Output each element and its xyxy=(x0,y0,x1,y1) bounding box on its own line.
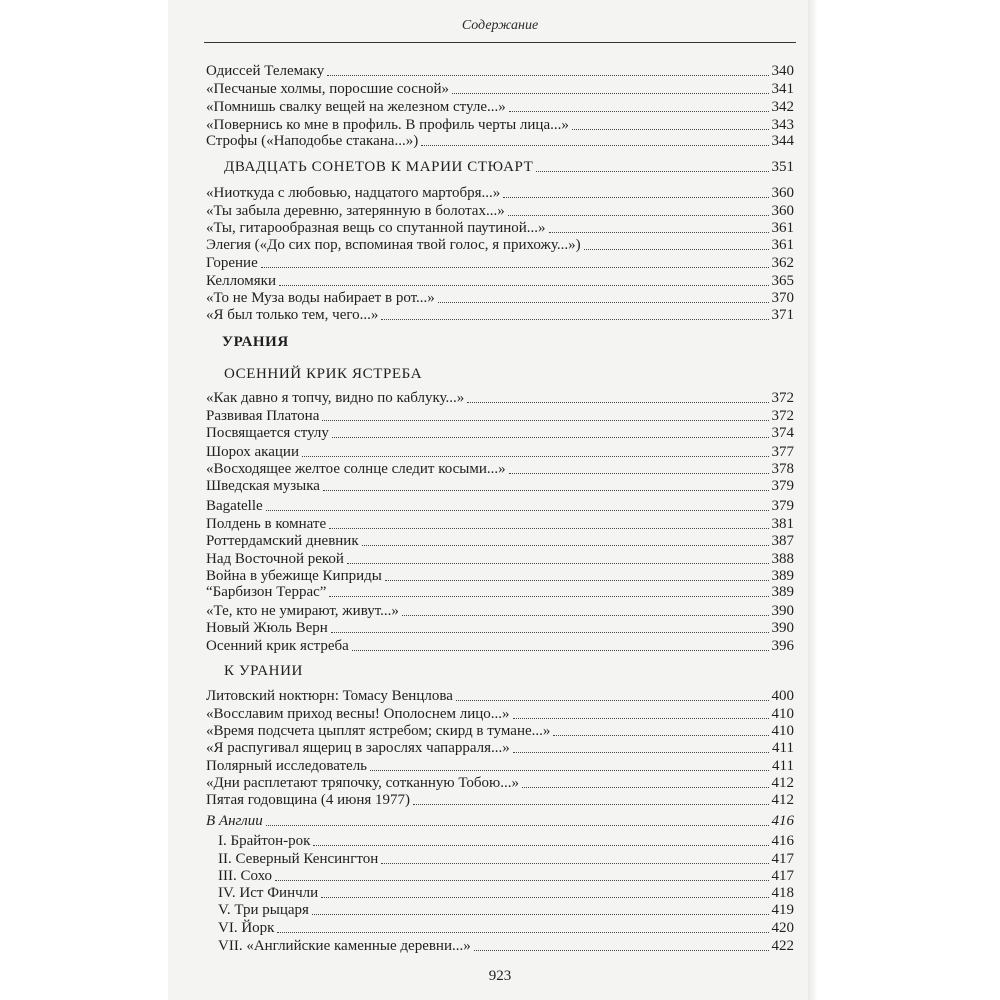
toc-entry-page: 422 xyxy=(771,938,794,954)
dot-leader xyxy=(312,914,769,915)
dot-leader xyxy=(522,787,769,788)
toc-entry xyxy=(218,830,794,850)
toc-entry-title: «Как давно я топчу, видно по каблуку...» xyxy=(206,390,465,406)
toc-entry-page: 416 xyxy=(771,833,794,849)
toc-entry-page: 344 xyxy=(771,133,794,149)
toc-entry xyxy=(206,130,794,150)
toc-entry xyxy=(206,737,794,757)
toc-entry-title: «Те, кто не умирают, живут...» xyxy=(206,603,399,619)
toc-entry xyxy=(218,917,794,937)
dot-leader xyxy=(421,145,768,146)
dot-leader xyxy=(584,249,769,250)
major-heading: УРАНИЯ xyxy=(222,334,289,350)
toc-entry-page: 420 xyxy=(771,920,794,936)
toc-entry-title: Келломяки xyxy=(206,273,276,289)
toc-entry xyxy=(206,789,794,809)
toc-entry-title: «Я был только тем, чего...» xyxy=(206,307,379,323)
toc-entry xyxy=(206,422,794,442)
dot-leader xyxy=(553,735,768,736)
dot-leader xyxy=(323,490,769,491)
toc-entry-title: III. Сохо xyxy=(218,868,273,884)
toc-entry-page: 360 xyxy=(771,203,794,219)
dot-leader xyxy=(266,510,769,511)
toc-entry-page: 379 xyxy=(771,498,794,514)
toc-entry-page: 396 xyxy=(771,638,794,654)
toc-entry-page: 381 xyxy=(771,516,794,532)
toc-entry xyxy=(206,530,794,550)
dot-leader xyxy=(474,950,769,951)
toc-entry-title: Новый Жюль Верн xyxy=(206,620,328,636)
toc-entry xyxy=(206,78,794,98)
toc-entry-title: VII. «Английские каменные деревни...» xyxy=(218,938,471,954)
toc-entry-page: 390 xyxy=(771,603,794,619)
toc-entry-page: 387 xyxy=(771,533,794,549)
toc-entry xyxy=(206,387,794,407)
dot-leader xyxy=(266,825,769,826)
toc-entry-title: «Помнишь свалку вещей на железном стуле...» xyxy=(206,99,506,115)
toc-entry-title: «Ты забыла деревню, затерянную в болотах...» xyxy=(206,203,505,219)
dot-leader xyxy=(402,615,769,616)
running-head: Содержание xyxy=(461,18,539,33)
toc-entry-page: 342 xyxy=(771,99,794,115)
toc-entry-title: «Время подсчета цыплят ястребом; скирд в тумане...» xyxy=(206,723,551,739)
toc-entry-title: Строфы («Наподобье стакана...») xyxy=(206,133,419,149)
dot-leader xyxy=(347,563,769,564)
toc-entry-page: 372 xyxy=(771,390,794,406)
dot-leader xyxy=(467,402,768,403)
toc-entry-title: Развивая Платона xyxy=(206,408,320,424)
toc-entry-title: В Англии xyxy=(206,813,263,829)
toc-entry xyxy=(206,685,794,705)
toc-entry-title: «Повернись ко мне в профиль. В профиль черты лица...» xyxy=(206,117,569,133)
dot-leader xyxy=(513,752,769,753)
dot-leader xyxy=(275,880,768,881)
toc-entry-page: 418 xyxy=(771,885,794,901)
toc-entry-page: 419 xyxy=(771,902,794,918)
toc-section-heading xyxy=(224,363,794,383)
toc-entry-title: V. Три рыцаря xyxy=(218,902,309,918)
toc-entry-title: Шведская музыка xyxy=(206,478,320,494)
toc-entry-title: II. Северный Кенсингтон xyxy=(218,851,379,867)
toc-entry xyxy=(206,475,794,495)
toc-entry-title: «Восславим приход весны! Ополоснем лицо...» xyxy=(206,706,510,722)
toc-entry-page: 370 xyxy=(771,290,794,306)
toc-entry-title: Посвящается стулу xyxy=(206,425,329,441)
toc-entry-title: «Ниоткуда с любовью, надцатого мартобря...» xyxy=(206,185,501,201)
dot-leader xyxy=(322,420,768,421)
toc-entry-page: 341 xyxy=(771,81,794,97)
toc-entry-title: Элегия («До сих пор, вспоминая твой голос, я прихожу...») xyxy=(206,237,581,253)
dot-leader xyxy=(513,718,769,719)
toc-entry-page: 390 xyxy=(771,620,794,636)
toc-entry-page: 360 xyxy=(771,185,794,201)
toc-entry-page: 365 xyxy=(771,273,794,289)
toc-entry-page: 412 xyxy=(771,792,794,808)
toc-entry-page: 379 xyxy=(771,478,794,494)
toc-entry-title: Полярный исследователь xyxy=(206,758,368,774)
toc-entry-page: 343 xyxy=(771,117,794,133)
toc-entry-page: 340 xyxy=(771,63,794,79)
toc-entry-title: VI. Йорк xyxy=(218,920,275,936)
toc-entry-page: 351 xyxy=(771,159,794,175)
toc-entry-page: 378 xyxy=(771,461,794,477)
toc-entry-title: Одиссей Телемаку xyxy=(206,63,325,79)
dot-leader xyxy=(352,650,769,651)
toc-entry-page: 412 xyxy=(771,775,794,791)
toc-entry xyxy=(206,60,794,80)
dot-leader xyxy=(381,863,768,864)
dot-leader xyxy=(438,302,769,303)
toc-entry xyxy=(206,495,794,515)
toc-entry xyxy=(218,899,794,919)
toc-entry-page: 411 xyxy=(772,740,794,756)
toc-entry-title: «То не Муза воды набирает в рот...» xyxy=(206,290,435,306)
toc-entry-title: Война в убежище Киприды xyxy=(206,568,382,584)
toc-entry-title: Литовский ноктюрн: Томасу Венцлова xyxy=(206,688,453,704)
dot-leader xyxy=(549,232,769,233)
toc-entry-title: «Песчаные холмы, поросшие сосной» xyxy=(206,81,450,97)
toc-entry-title: “Барбизон Террас” xyxy=(206,584,327,600)
dot-leader xyxy=(279,285,769,286)
toc-entry xyxy=(206,252,794,272)
toc-section-heading xyxy=(224,660,794,680)
dot-leader xyxy=(277,932,768,933)
toc-entry-page: 410 xyxy=(771,723,794,739)
dot-leader xyxy=(261,267,769,268)
dot-leader xyxy=(327,75,768,76)
dot-leader xyxy=(413,804,768,805)
dot-leader xyxy=(321,897,768,898)
toc-entry xyxy=(206,810,794,830)
toc-entry xyxy=(206,182,794,202)
toc-entry-page: 377 xyxy=(771,444,794,460)
toc-entry-title: «Восходящее желтое солнце следит косыми...» xyxy=(206,461,506,477)
dot-leader xyxy=(536,171,768,172)
dot-leader xyxy=(302,456,769,457)
toc-entry-page: 361 xyxy=(771,237,794,253)
toc-entry-page: 372 xyxy=(771,408,794,424)
dot-leader xyxy=(332,437,769,438)
toc-entry xyxy=(218,935,794,955)
toc-entry-title: «Я распугивал ящериц в зарослях чапарраля...» xyxy=(206,740,510,756)
dot-leader xyxy=(329,528,768,529)
toc-entry-page: 389 xyxy=(771,568,794,584)
toc-entry-title: ДВАДЦАТЬ СОНЕТОВ К МАРИИ СТЮАРТ xyxy=(224,159,534,175)
dot-leader xyxy=(509,111,769,112)
toc-entry-title: Пятая годовщина (4 июня 1977) xyxy=(206,792,411,808)
dot-leader xyxy=(329,596,768,597)
toc-entry xyxy=(206,234,794,254)
dot-leader xyxy=(381,319,768,320)
toc-entry-page: 374 xyxy=(771,425,794,441)
page-number: 923 xyxy=(488,968,512,984)
dot-leader xyxy=(508,215,769,216)
toc-entry xyxy=(206,581,794,601)
toc-section-heading xyxy=(224,156,794,176)
toc-entry-page: 400 xyxy=(771,688,794,704)
dot-leader xyxy=(362,545,769,546)
dot-leader xyxy=(331,632,769,633)
dot-leader xyxy=(313,845,768,846)
toc-entry-title: «Ты, гитарообразная вещь со спутанной паутиной...» xyxy=(206,220,546,236)
toc-entry xyxy=(206,96,794,116)
dot-leader xyxy=(452,93,768,94)
toc-entry-page: 361 xyxy=(771,220,794,236)
header-rule xyxy=(204,42,796,43)
toc-entry-title: I. Брайтон-рок xyxy=(218,833,311,849)
toc-entry-title: ОСЕННИЙ КРИК ЯСТРЕБА xyxy=(224,366,423,382)
dot-leader xyxy=(509,473,769,474)
toc-entry-page: 371 xyxy=(771,307,794,323)
toc-entry-title: IV. Ист Финчли xyxy=(218,885,319,901)
toc-entry-title: Роттердамский дневник xyxy=(206,533,359,549)
toc-entry xyxy=(206,635,794,655)
toc-entry-page: 417 xyxy=(771,868,794,884)
toc-entry-title: Осенний крик ястреба xyxy=(206,638,349,654)
toc-entry-page: 389 xyxy=(771,584,794,600)
toc-entry xyxy=(206,304,794,324)
toc-entry-title: Горение xyxy=(206,255,258,271)
toc-entry xyxy=(206,617,794,637)
dot-leader xyxy=(456,700,769,701)
dot-leader xyxy=(370,770,769,771)
toc-entry-page: 416 xyxy=(771,813,794,829)
toc-entry-title: К УРАНИИ xyxy=(224,663,303,679)
page-edge-shadow xyxy=(808,0,818,1000)
toc-entry-title: Шорох акации xyxy=(206,444,299,460)
toc-entry-title: Bagatelle xyxy=(206,498,263,514)
toc-entry-page: 417 xyxy=(771,851,794,867)
dot-leader xyxy=(503,197,768,198)
toc-entry-title: Полдень в комнате xyxy=(206,516,327,532)
toc-entry-title: «Дни расплетают тряпочку, сотканную Тобою...» xyxy=(206,775,519,791)
toc-entry-page: 362 xyxy=(771,255,794,271)
toc-entry-page: 411 xyxy=(772,758,794,774)
toc-entry-page: 388 xyxy=(771,551,794,567)
toc-entry-title: Над Восточной рекой xyxy=(206,551,344,567)
toc-entry-page: 410 xyxy=(771,706,794,722)
